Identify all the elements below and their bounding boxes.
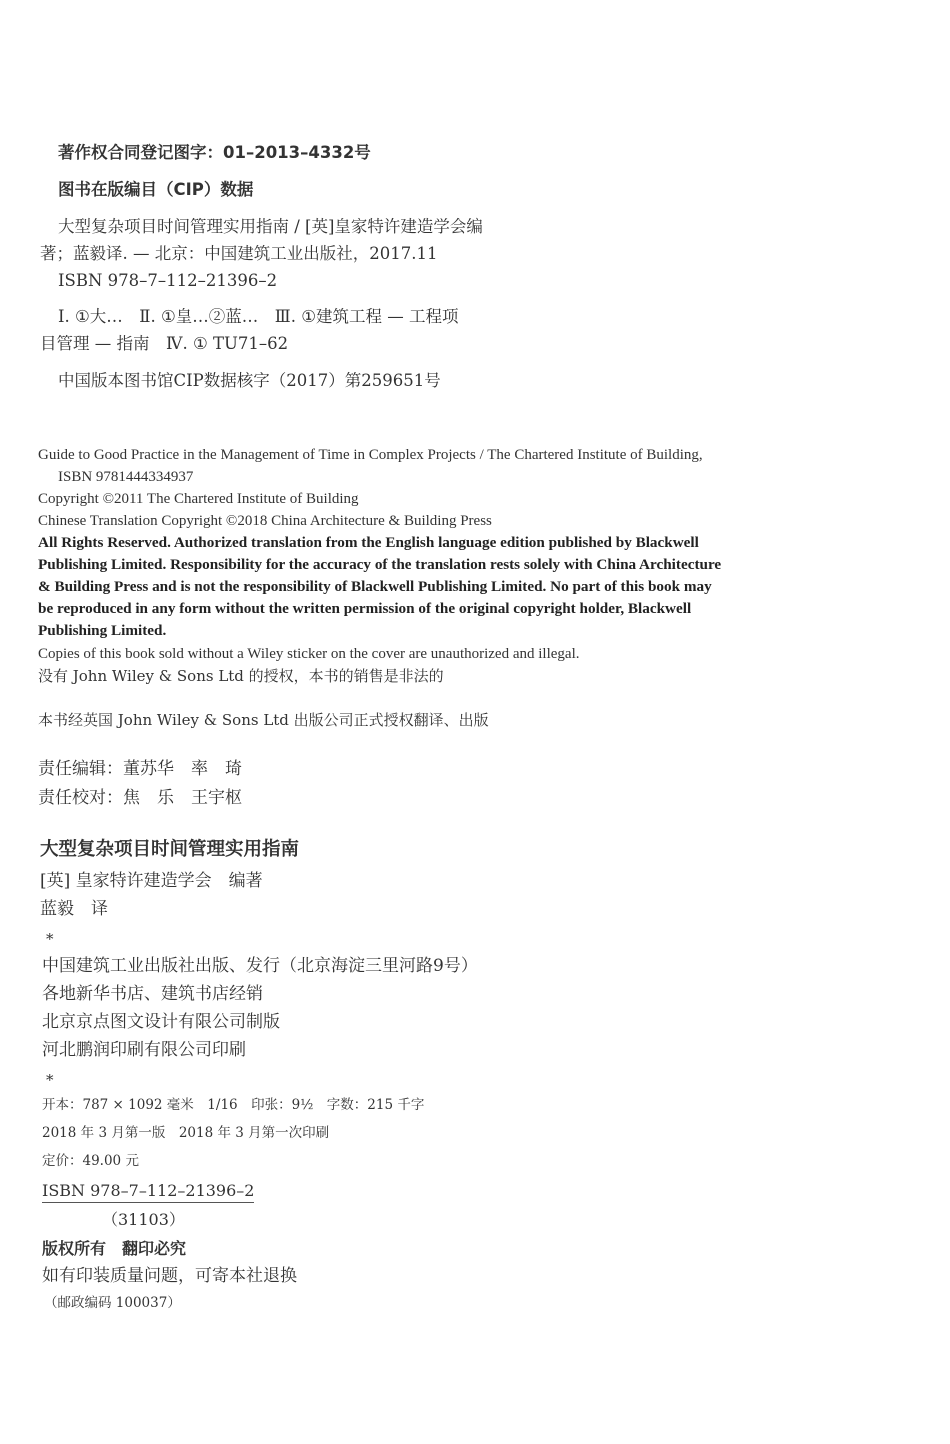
cip-core-number: 中国版本图书馆CIP数据核字（2017）第259651号	[58, 371, 441, 390]
original-copyright: Copyright ©2011 The Chartered Institute of Building	[38, 491, 359, 507]
responsible-proofreader: 责任校对：焦 乐 王宇枢	[38, 788, 242, 808]
edition-details: 2018 年 3 月第一版 2018 年 3 月第一次印刷	[42, 1125, 330, 1141]
cip-classification-2: 目管理 — 指南 Ⅳ. ① TU71–62	[40, 334, 289, 353]
return-notice: 如有印装质量问题，可寄本社退换	[42, 1266, 297, 1286]
rights-reserved: 版权所有 翻印必究	[42, 1239, 187, 1258]
cip-line-1: 大型复杂项目时间管理实用指南 / [英]皇家特许建造学会编	[58, 217, 483, 236]
typesetter-line: 北京京点图文设计有限公司制版	[42, 1012, 280, 1032]
publisher-line: 中国建筑工业出版社出版、发行（北京海淀三里河路9号）	[42, 956, 478, 976]
authorization-statement: 本书经英国 John Wiley & Sons Ltd 出版公司正式授权翻译、出版	[38, 711, 489, 729]
book-code: （31103）	[102, 1210, 185, 1229]
cip-heading: 图书在版编目（CIP）数据	[58, 180, 254, 199]
book-isbn: ISBN 978–7–112–21396–2	[42, 1181, 254, 1203]
book-translator: 蓝毅 译	[40, 899, 108, 919]
rights-line: All Rights Reserved. Authorized translation from the English language edition published by Blackwell	[38, 534, 699, 551]
cip-classification-1: Ⅰ. ①大… Ⅱ. ①皇…②蓝… Ⅲ. ①建筑工程 — 工程项	[58, 307, 459, 326]
book-title: 大型复杂项目时间管理实用指南	[40, 839, 300, 860]
distributor-line: 各地新华书店、建筑书店经销	[42, 984, 263, 1004]
price: 定价：49.00 元	[42, 1153, 139, 1169]
original-title: Guide to Good Practice in the Management of Time in Complex Projects / The Chartered Institute of Building,	[38, 447, 703, 463]
rights-line: be reproduced in any form without the written permission of the original copyright holder, Blackwell	[38, 600, 692, 617]
sticker-notice: Copies of this book sold without a Wiley sticker on the cover are unauthorized and illegal.	[38, 646, 580, 662]
separator-asterisk: *	[46, 930, 54, 948]
format-details: 开本：787 × 1092 毫米 1/16 印张：9½ 字数：215 千字	[42, 1097, 425, 1113]
cip-isbn: ISBN 978–7–112–21396–2	[58, 271, 278, 290]
book-author: [英] 皇家特许建造学会 编著	[40, 871, 263, 891]
rights-line: & Building Press and is not the responsibility of Blackwell Publishing Limited. No part of this book may	[38, 578, 712, 595]
printer-line: 河北鹏润印刷有限公司印刷	[42, 1040, 246, 1060]
sticker-notice-cn: 没有 John Wiley & Sons Ltd 的授权，本书的销售是非法的	[38, 667, 444, 685]
separator-asterisk: *	[46, 1071, 54, 1089]
cip-line-2: 著；蓝毅译. — 北京：中国建筑工业出版社，2017.11	[40, 244, 438, 263]
responsible-editor: 责任编辑：董苏华 率 琦	[38, 759, 242, 779]
translation-copyright: Chinese Translation Copyright ©2018 China Architecture & Building Press	[38, 513, 492, 529]
rights-line: Publishing Limited. Responsibility for the accuracy of the translation rests solely with China Architecture	[38, 556, 722, 573]
postcode: （邮政编码 100037）	[44, 1295, 181, 1311]
registration-number: 著作权合同登记图字：01–2013–4332号	[58, 143, 371, 162]
original-isbn: ISBN 9781444334937	[58, 469, 194, 485]
rights-line: Publishing Limited.	[38, 622, 167, 639]
